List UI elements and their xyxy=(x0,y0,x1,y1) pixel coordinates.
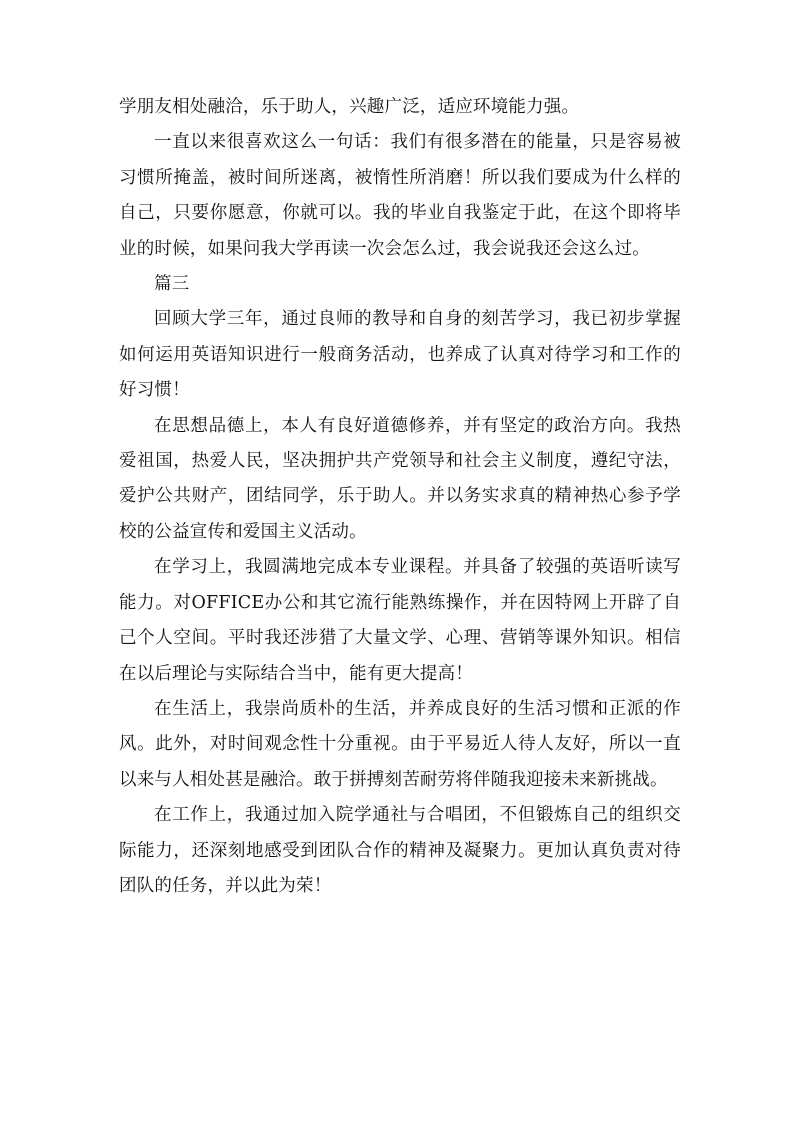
paragraph-5: 在学习上，我圆满地完成本专业课程。并具备了较强的英语听读写能力。对OFFICE办公和其它流行能熟练操作，并在因特网上开辟了自己个人空间。平时我还涉猎了大量文学、心理、营销等课外知识。相信在以后理论与实际结合当中，能有更大提高！ xyxy=(119,557,681,684)
document-body xyxy=(119,90,681,904)
paragraph-7: 在工作上，我通过加入院学通社与合唱团，不但锻炼自己的组织交际能力，还深刻地感受到团队合作的精神及凝聚力。更加认真负责对待团队的任务，并以此为荣！ xyxy=(119,805,681,896)
paragraph-3: 回顾大学三年，通过良师的教导和自身的刻苦学习，我已初步掌握如何运用英语知识进行一般商务活动，也养成了认真对待学习和工作的好习惯！ xyxy=(119,309,681,401)
paragraph-1: 学朋友相处融洽，乐于助人，兴趣广泛，适应环境能力强。 xyxy=(119,97,580,117)
section-heading: 篇三 xyxy=(154,274,190,295)
paragraph-6: 在生活上，我崇尚质朴的生活，并养成良好的生活习惯和正派的作风。此外，对时间观念性十分重视。由于平易近人待人友好，所以一直以来与人相处甚是融洽。敢于拼搏刻苦耐劳将伴随我迎接未来新挑战。 xyxy=(119,698,681,790)
paragraph-2: 一直以来很喜欢这么一句话：我们有很多潜在的能量，只是容易被习惯所掩盖，被时间所迷离，被惰性所消磨！所以我们要成为什么样的自己，只要你愿意，你就可以。我的毕业自我鉴定于此，在这个即将毕业的时候，如果问我大学再读一次会怎么过，我会说我还会这么过。 xyxy=(119,132,681,259)
paragraph-4: 在思想品德上，本人有良好道德修养，并有坚定的政治方向。我热爱祖国，热爱人民，坚决拥护共产党领导和社会主义制度，遵纪守法，爱护公共财产，团结同学，乐于助人。并以务实求真的精神热心参予学校的公益宣传和爱国主义活动。 xyxy=(119,415,681,542)
